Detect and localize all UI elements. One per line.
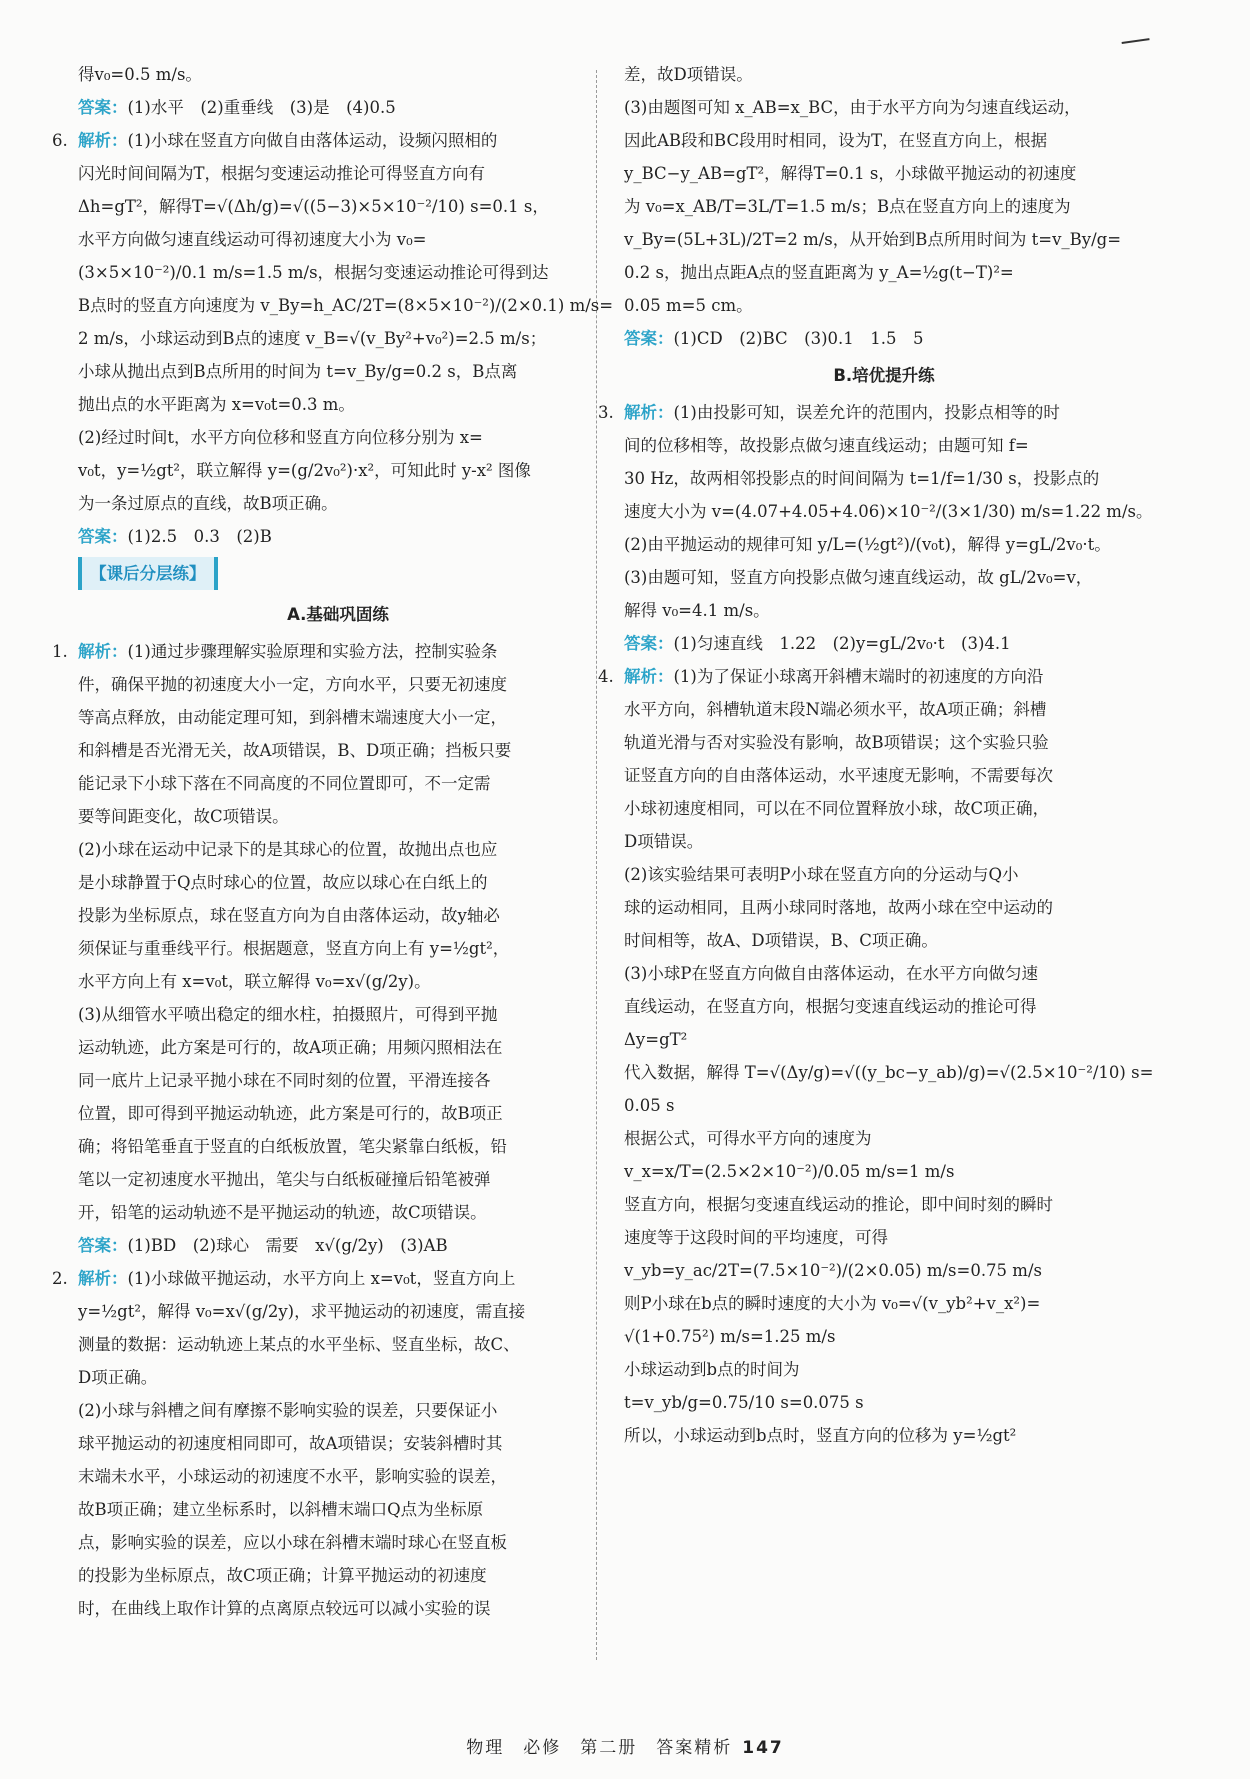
page-footer — [0, 1733, 1250, 1758]
text-line: 闪光时间间隔为T，根据匀变速运动推论可得竖直方向有 — [78, 164, 486, 183]
text-line: 30 Hz，故两相邻投影点的时间间隔为 t=1/f=1/30 s，投影点的 — [624, 469, 1100, 488]
text-line: 等高点释放，由动能定理可知，到斜槽末端速度大小一定， — [78, 708, 507, 727]
text-line: 得v₀=0.5 m/s。 — [78, 65, 202, 84]
text-line: 确；将铅笔垂直于竖直的白纸板放置，笔尖紧靠白纸板，铅 — [78, 1137, 507, 1156]
right-column — [598, 58, 1154, 1452]
question-2-start: 2. 解析：(1)小球做平抛运动，水平方向上 x=v₀t，竖直方向上 — [52, 1269, 516, 1288]
text-line: √(1+0.75²) m/s=1.25 m/s — [624, 1327, 836, 1346]
text-line: 须保证与重垂线平行。根据题意，竖直方向上有 y=½gt²， — [78, 939, 510, 958]
text-line: (2)由平抛运动的规律可知 y/L=(½gt²)/(v₀t)，解得 y=gL/2v₀·t。 — [624, 535, 1111, 554]
answer-line: 答案：(1)CD (2)BC (3)0.1 1.5 5 — [624, 329, 924, 348]
text-line: 投影为坐标原点，球在竖直方向为自由落体运动，故y轴必 — [78, 906, 500, 925]
text-line: 末端未水平，小球运动的初速度不水平，影响实验的误差， — [78, 1467, 507, 1486]
section-heading-a: A.基础巩固练 — [287, 605, 389, 624]
text-line: 抛出点的水平距离为 x=v₀t=0.3 m。 — [78, 395, 355, 414]
answer-line: 答案：(1)BD (2)球心 需要 x√(g/2y) (3)AB — [78, 1236, 448, 1255]
left-column — [52, 58, 614, 1625]
text-line: 位置，即可得到平抛运动轨迹，此方案是可行的，故B项正 — [78, 1104, 503, 1123]
footer-title: 物理 必修 第二册 答案精析 — [466, 1738, 733, 1758]
text-line: y_BC−y_AB=gT²，解得T=0.1 s，小球做平抛运动的初速度 — [624, 164, 1077, 183]
text-line: 测量的数据：运动轨迹上某点的水平坐标、竖直坐标，故C、 — [78, 1335, 520, 1354]
text-line: 点，影响实验的误差，应以小球在斜槽末端时球心在竖直板 — [78, 1533, 507, 1552]
text-line: 间的位移相等，故投影点做匀速直线运动；由题可知 f= — [624, 436, 1029, 455]
text-line: 运动轨迹，此方案是可行的，故A项正确；用频闪照相法在 — [78, 1038, 503, 1057]
question-6-start: 6. 解析：(1)小球在竖直方向做自由落体运动，设频闪照相的 — [52, 131, 498, 150]
text-line: 时，在曲线上取作计算的点离原点较远可以减小实验的误 — [78, 1599, 491, 1618]
question-3-start: 3. 解析：(1)由投影可知，误差允许的范围内，投影点相等的时 — [598, 403, 1060, 422]
text-line: 的投影为坐标原点，故C项正确；计算平抛运动的初速度 — [78, 1566, 487, 1585]
text-line: 小球从抛出点到B点所用的时间为 t=v_By/g=0.2 s，B点离 — [78, 362, 518, 381]
text-line: (3×5×10⁻²)/0.1 m/s=1.5 m/s，根据匀变速运动推论可得到达 — [78, 263, 549, 282]
text-line: y=½gt²，解得 v₀=x√(g/2y)，求平抛运动的初速度，需直接 — [78, 1302, 526, 1321]
corner-mark — [1122, 38, 1151, 50]
text-line: 水平方向上有 x=v₀t，联立解得 v₀=x√(g/2y)。 — [78, 972, 431, 991]
text-line: 球平抛运动的初速度相同即可，故A项错误；安装斜槽时其 — [78, 1434, 503, 1453]
text-line: 根据公式，可得水平方向的速度为 — [624, 1129, 872, 1148]
text-line: (3)由题图可知 x_AB=x_BC，由于水平方向为匀速直线运动， — [624, 98, 1081, 117]
answer-label: 答案： — [78, 98, 128, 117]
text-line: D项错误。 — [624, 832, 704, 851]
answer-line: 答案：(1)匀速直线 1.22 (2)y=gL/2v₀·t (3)4.1 — [624, 634, 1011, 653]
text-line: 水平方向，斜槽轨道末段N端必须水平，故A项正确；斜槽 — [624, 700, 1047, 719]
text-line: 件，确保平抛的初速度大小一定，方向水平，只要无初速度 — [78, 675, 507, 694]
text-line: 同一底片上记录平抛小球在不同时刻的位置，平滑连接各 — [78, 1071, 491, 1090]
text-line: (2)经过时间t，水平方向位移和竖直方向位移分别为 x= — [78, 428, 483, 447]
text-line: 解得 v₀=4.1 m/s。 — [624, 601, 770, 620]
answer-line: 答案：(1)水平 (2)重垂线 (3)是 (4)0.5 — [78, 98, 396, 117]
text-line: (2)小球在运动中记录下的是其球心的位置，故抛出点也应 — [78, 840, 498, 859]
text-line: 所以，小球运动到b点时，竖直方向的位移为 y=½gt² — [624, 1426, 1017, 1445]
text-line: 为一条过原点的直线，故B项正确。 — [78, 494, 338, 513]
section-heading-b: B.培优提升练 — [833, 366, 935, 385]
text-line: 0.05 m=5 cm。 — [624, 296, 753, 315]
text-line: 差，故D项错误。 — [624, 65, 753, 84]
text-line: 故B项正确；建立坐标系时，以斜槽末端口Q点为坐标原 — [78, 1500, 484, 1519]
text-line: 笔以一定初速度水平抛出，笔尖与白纸板碰撞后铅笔被弹 — [78, 1170, 491, 1189]
text-line: 时间相等，故A、D项错误，B、C项正确。 — [624, 931, 938, 950]
text-line: 球的运动相同，且两小球同时落地，故两小球在空中运动的 — [624, 898, 1053, 917]
text-line: 因此AB段和BC段用时相同，设为T，在竖直方向上，根据 — [624, 131, 1048, 150]
text-line: (3)从细管水平喷出稳定的细水柱，拍摄照片，可得到平抛 — [78, 1005, 498, 1024]
text-line: 小球运动到b点的时间为 — [624, 1360, 800, 1379]
text-line: 水平方向做匀速直线运动可得初速度大小为 v₀= — [78, 230, 427, 249]
text-line: (3)小球P在竖直方向做自由落体运动，在水平方向做匀速 — [624, 964, 1038, 983]
text-line: v_x=x/T=(2.5×2×10⁻²)/0.05 m/s=1 m/s — [624, 1162, 955, 1181]
text-line: 直线运动，在竖直方向，根据匀变速直线运动的推论可得 — [624, 997, 1037, 1016]
text-line: v₀t，y=½gt²，联立解得 y=(g/2v₀²)·x²，可知此时 y-x² 图像 — [78, 461, 531, 480]
text-line: v_yb=y_ac/2T=(7.5×10⁻²)/(2×0.05) m/s=0.75 m/s — [624, 1261, 1042, 1280]
text-line: (3)由题可知，竖直方向投影点做匀速直线运动，故 gL/2v₀=v， — [624, 568, 1093, 587]
text-line: 0.2 s，抛出点距A点的竖直距离为 y_A=½g(t−T)²= — [624, 263, 1014, 282]
text-line: 能记录下小球下落在不同高度的不同位置即可，不一定需 — [78, 774, 491, 793]
text-line: D项正确。 — [78, 1368, 158, 1387]
text-line: 代入数据，解得 T=√(Δy/g)=√((y_bc−y_ab)/g)=√(2.5×10⁻²/10) s= — [624, 1063, 1154, 1082]
text-line: 是小球静置于Q点时球心的位置，故应以球心在白纸上的 — [78, 873, 488, 892]
section-banner: 【课后分层练】 — [78, 557, 218, 590]
text-line: 0.05 s — [624, 1096, 675, 1115]
text-line: v_By=(5L+3L)/2T=2 m/s，从开始到B点所用时间为 t=v_By/g= — [624, 230, 1122, 249]
text-line: 小球初速度相同，可以在不同位置释放小球，故C项正确， — [624, 799, 1050, 818]
text-line: 速度等于这段时间的平均速度，可得 — [624, 1228, 888, 1247]
answer-line: 答案：(1)2.5 0.3 (2)B — [78, 527, 272, 546]
text-line: 竖直方向，根据匀变速直线运动的推论，即中间时刻的瞬时 — [624, 1195, 1053, 1214]
text-line: 速度大小为 v=(4.07+4.05+4.06)×10⁻²/(3×1/30) m/s=1.22 m/s。 — [624, 502, 1153, 521]
text-line: 要等间距变化，故C项错误。 — [78, 807, 289, 826]
text-line: 开，铅笔的运动轨迹不是平抛运动的轨迹，故C项错误。 — [78, 1203, 487, 1222]
text-line: (2)该实验结果可表明P小球在竖直方向的分运动与Q小 — [624, 865, 1019, 884]
text-line: 和斜槽是否光滑无关，故A项错误，B、D项正确；挡板只要 — [78, 741, 512, 760]
text-line: B点时的竖直方向速度为 v_By=h_AC/2T=(8×5×10⁻²)/(2×0.1) m/s= — [78, 296, 614, 315]
text-line: 轨道光滑与否对实验没有影响，故B项错误；这个实验只验 — [624, 733, 1049, 752]
text-line: 为 v₀=x_AB/T=3L/T=1.5 m/s；B点在竖直方向上的速度为 — [624, 197, 1071, 216]
text-line: Δy=gT² — [624, 1030, 688, 1049]
text-line: 则P小球在b点的瞬时速度的大小为 v₀=√(v_yb²+v_x²)= — [624, 1294, 1041, 1313]
text-line: t=v_yb/g=0.75/10 s=0.075 s — [624, 1393, 864, 1412]
question-4-start: 4. 解析：(1)为了保证小球离开斜槽末端时的初速度的方向沿 — [598, 667, 1044, 686]
text-line: Δh=gT²，解得T=√(Δh/g)=√((5−3)×5×10⁻²/10) s=0.1 s， — [78, 197, 549, 216]
text-line: 2 m/s，小球运动到B点的速度 v_B=√(v_By²+v₀²)=2.5 m/s； — [78, 329, 547, 348]
page-number: 147 — [742, 1738, 784, 1758]
text-line: 证竖直方向的自由落体运动，水平速度无影响，不需要每次 — [624, 766, 1053, 785]
text-line: (2)小球与斜槽之间有摩擦不影响实验的误差，只要保证小 — [78, 1401, 498, 1420]
question-1-start: 1. 解析：(1)通过步骤理解实验原理和实验方法，控制实验条 — [52, 642, 498, 661]
analysis-label: 解析： — [78, 131, 128, 150]
